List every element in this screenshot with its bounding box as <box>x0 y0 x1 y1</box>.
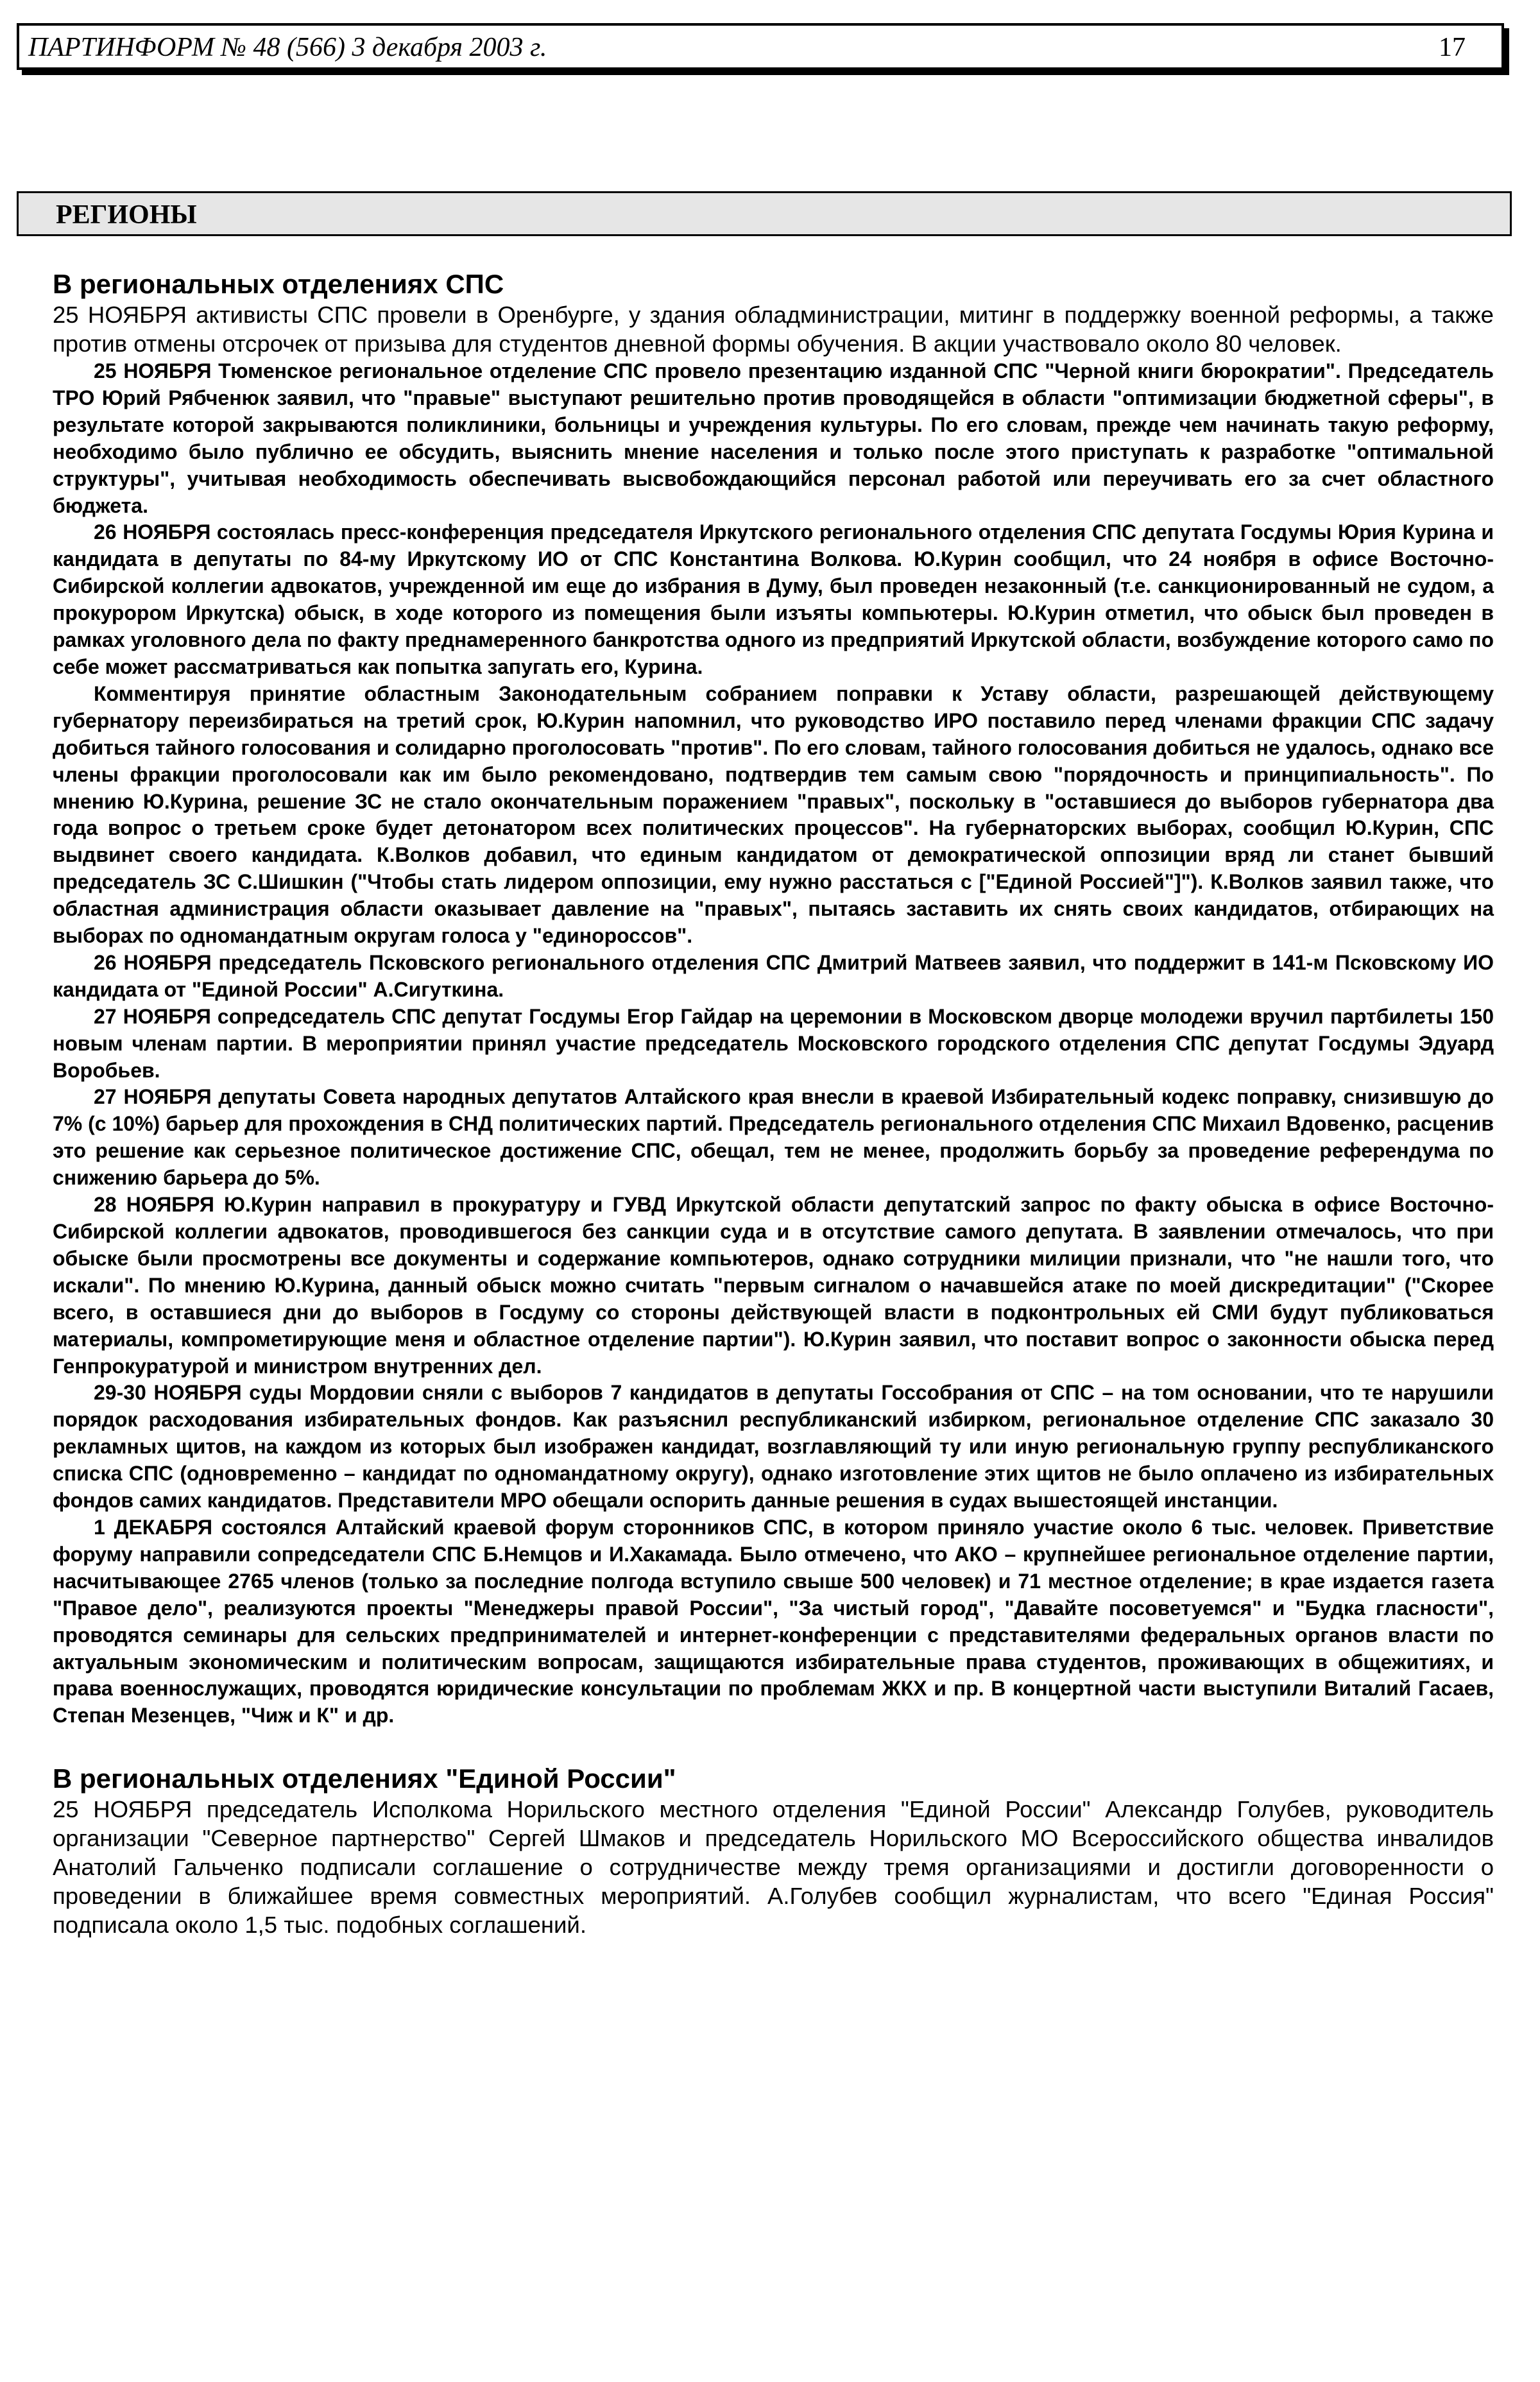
sps-paragraph: 26 НОЯБРЯ председатель Псковского регионального отделения СПС Дмитрий Матвеев заявил, что поддержит в 141-м Псковскому ИО кандидата от "Единой России" А.Сигуткина. <box>53 950 1494 1001</box>
sps-paragraph: 27 НОЯБРЯ сопредседатель СПС депутат Госдумы Егор Гайдар на церемонии в Московском дворце молодежи вручил партбилеты 150 новым членам партии. В мероприятии принял участие председатель Московского городского отделения СПС депутат Госдумы Эдуард Воробьев. <box>53 1004 1494 1082</box>
sps-paragraph: 28 НОЯБРЯ Ю.Курин направил в прокуратуру и ГУВД Иркутской области депутатский запрос по факту обыска в офисе Восточно-Сибирской коллегии адвокатов, проводившегося без санкции суда и в отсутствие самого депутата. В заявлении отмечалось, что при обыске были просмотрены все документы и содержание компьютеров, однако сотрудники милиции признали, что "не нашли того, что искали". По мнению Ю.Курина, данный обыск можно считать "первым сигналом о начавшейся атаке по моей дискредитации" ("Скорее всего, в оставшиеся дни до выборов в Госдуму со стороны действующей власти в подконтрольных ей СМИ будут публиковаться материалы, компрометирующие меня и областное отделение партии"). Ю.Курин заявил, что поставит вопрос о законности обыска перед Генпрокуратурой и министром внутренних дел. <box>53 1193 1494 1378</box>
section-title: РЕГИОНЫ <box>56 200 197 230</box>
sps-heading: В региональных отделениях СПС <box>53 269 504 299</box>
sps-paragraph: 29-30 НОЯБРЯ суды Мордовии сняли с выборов 7 кандидатов в депутаты Госсобрания от СПС – на том основании, что те нарушили порядок расходования избирательных фондов. Как разъяснил республиканский избирком, региональное отделение СПС заказало 30 рекламных щитов, на каждом из которых был изображен кандидат, возглавляющий ту или иную региональную группу республиканского списка СПС (одновременно – кандидат по одномандатному округу), однако изготовление этих щитов не было оплачено из избирательных фондов самих кандидатов. Представители МРО обещали оспорить данные решения в судах вышестоящей инстанции. <box>53 1381 1494 1512</box>
sps-paragraph: 25 НОЯБРЯ Тюменское региональное отделение СПС провело презентацию изданной СПС "Черной книги бюрократии". Председатель ТРО Юрий Рябченюк заявил, что "правые" выступают решительно против проводящейся в области "оптимизации бюджетной сферы", в результате которой закрываются поликлиники, больницы и учреждения культуры. По его словам, прежде чем начинать такую реформу, необходимо было публично ее обсудить, выяснить мнение населения и только после этого приступать к разработке "оптимальной структуры", учитывая необходимость обеспечивать высвобождающийся персонал работой или переучивать его за счет областного бюджета. <box>53 359 1494 517</box>
page-number: 17 <box>1439 33 1466 62</box>
sps-paragraph: 27 НОЯБРЯ депутаты Совета народных депутатов Алтайского края внесли в краевой Избирательный кодекс поправку, снизившую до 7% (с 10%) барьер для прохождения в СНД политических партий. Председатель регионального отделения СПС Михаил Вдовенко, расценив это решение как серьезное политическое достижение СПС, обещал, тем не менее, продолжить борьбу за проведение референдума по снижению барьера до 5%. <box>53 1085 1494 1190</box>
sps-paragraph: 1 ДЕКАБРЯ состоялся Алтайский краевой форум сторонников СПС, в котором приняло участие около 6 тыс. человек. Приветствие форуму направили сопредседатели СПС Б.Немцов и И.Хакамада. Было отмечено, что АКО – крупнейшее региональное отделение партии, насчитывающее 2765 членов (только за последние полгода вступило свыше 500 человек) и 71 местное отделение; в крае издается газета "Правое дело", реализуются проекты "Менеджеры правой России", "За чистый город", "Давайте посоветуемся" и "Будка гласности", проводятся семинары для сельских предпринимателей и интернет-конференции с представителями федеральных органов власти по актуальным экономическим и политическим вопросам, защищаются избирательные права студентов, проживающих в общежитиях, и права военнослужащих, проводятся юридические консультации по проблемам ЖКХ и пр. В концертной части выступили Виталий Гасаев, Степан Мезенцев, "Чиж и К" и др. <box>53 1515 1494 1727</box>
er-intro: 25 НОЯБРЯ председатель Исполкома Норильского местного отделения "Единой России" Александр Голубев, руководитель организации "Северное партнерство" Сергей Шмаков и председатель Норильского МО Всероссийского общества инвалидов Анатолий Гальченко подписали соглашение о сотрудничестве между тремя организациями и достигли договоренности о проведении в ближайшее время совместных мероприятий. А.Голубев сообщил журналистам, что всего "Единая Россия" подписала около 1,5 тыс. подобных соглашений. <box>53 1796 1494 1939</box>
article-body <box>53 268 1494 1939</box>
publication-title: ПАРТИНФОРМ № 48 (566) 3 декабря 2003 г. <box>28 33 547 62</box>
section-spacer <box>53 1729 1494 1763</box>
section-banner <box>17 191 1512 236</box>
page-header <box>17 23 1504 70</box>
sps-intro: 25 НОЯБРЯ активисты СПС провели в Оренбурге, у здания обладминистрации, митинг в поддержку военной реформы, а также против отмены отсрочек от призыва для студентов дневной формы обучения. В акции участвовало около 80 человек. <box>53 302 1494 357</box>
sps-paragraph: Комментируя принятие областным Законодательным собранием поправки к Уставу области, разрешающей действующему губернатору переизбираться на третий срок, Ю.Курин напомнил, что руководство ИРО поставило перед членами фракции СПС задачу добиться тайного голосования и солидарно проголосовать "против". По его словам, тайного голосования добиться не удалось, однако все члены фракции проголосовали как им было рекомендовано, подтвердив тем самым свою "порядочность и принципиальность". По мнению Ю.Курина, решение ЗС не стало окончательным поражением "правых", поскольку в "оставшиеся до выборов губернатора два года вопрос о третьем сроке будет детонатором всех политических процессов". На губернаторских выборах, сообщил Ю.Курин, СПС выдвинет своего кандидата. К.Волков добавил, что единым кандидатом от демократической оппозиции вряд ли станет бывший председатель ЗС С.Шишкин ("Чтобы стать лидером оппозиции, ему нужно расстаться с ["Единой Россией"]"). К.Волков заявил также, что областная администрация области оказывает давление на "правых", пытаясь заставить их снять своих кандидатов, отбирающих на выборах по одномандатным округам голоса у "единороссов". <box>53 681 1494 948</box>
sps-paragraph: 26 НОЯБРЯ состоялась пресс-конференция председателя Иркутского регионального отделения СПС депутата Госдумы Юрия Курина и кандидата в депутаты по 84-му Иркутскому ИО от СПС Константина Волкова. Ю.Курин сообщил, что 24 ноября в офисе Восточно-Сибирской коллегии адвокатов, учрежденной им еще до избрания в Думу, был проведен незаконный (т.е. санкционированный не судом, а прокурором Иркутска) обыск, в ходе которого из помещения были изъяты компьютеры. Ю.Курин отметил, что обыск был проведен в рамках уголовного дела по факту преднамеренного банкротства одного из предприятий Иркутской области, возбуждение которого само по себе может рассматриваться как попытка запугать его, Курина. <box>53 520 1494 678</box>
er-heading: В региональных отделениях "Единой России" <box>53 1763 676 1794</box>
